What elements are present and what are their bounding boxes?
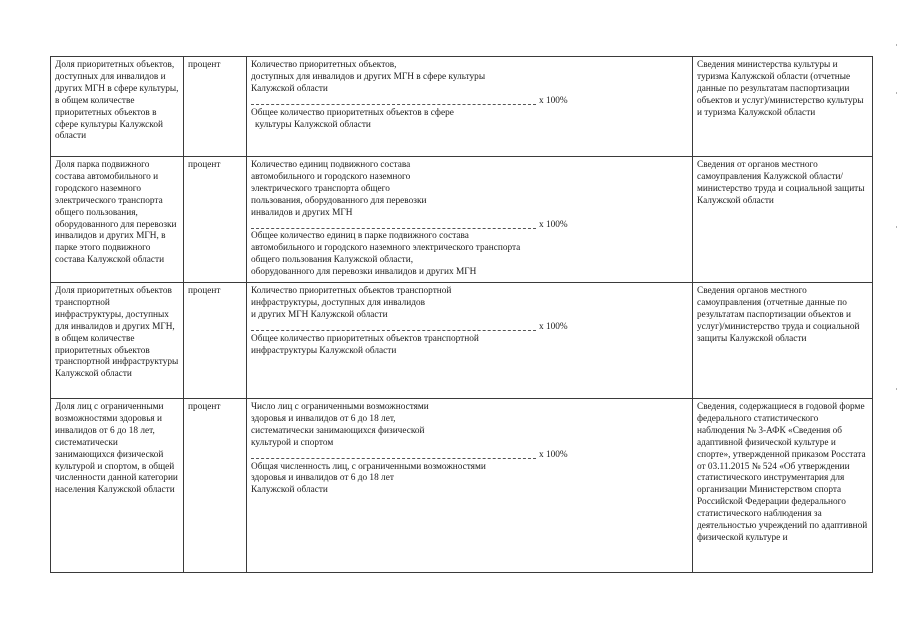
- fraction-divider: [251, 322, 688, 334]
- denominator-line: Общее количество приоритетных объектов в сфере: [251, 107, 454, 118]
- numerator-line: систематически занимающихся физической: [251, 425, 425, 436]
- numerator-line: и других МГН Калужской области: [251, 309, 388, 320]
- numerator-line: Количество единиц подвижного состава: [251, 160, 411, 170]
- source-cell: [693, 57, 873, 157]
- dashed-rule: [251, 452, 536, 459]
- denominator-line: инфраструктуры Калужской области: [251, 345, 397, 356]
- denominator-line: Общая численность лиц, с ограниченными возможностями: [251, 461, 486, 472]
- data-source: Сведения министерства культуры и туризма Калужской области (отчетные данные по результатам паспортизации объектов и услуг)/министерство культуры и туризма Калужской области: [697, 60, 864, 118]
- numerator-line: здоровья и инвалидов от 6 до 18 лет,: [251, 413, 396, 424]
- denominator-line: оборудованного для перевозки инвалидов и других МГН: [251, 267, 477, 278]
- table-row: [51, 283, 873, 399]
- dashed-rule: [251, 324, 536, 331]
- unit-label: процент: [188, 402, 221, 412]
- multiplier: x 100%: [539, 219, 568, 230]
- dashed-rule: [251, 222, 536, 229]
- indicator-name-cell: [51, 283, 184, 399]
- denominator-line: культуры Калужской области: [255, 119, 371, 130]
- numerator-line: пользования, оборудованного для перевозки: [251, 195, 427, 206]
- scan-mark: [896, 92, 897, 94]
- scan-mark: [896, 44, 897, 46]
- denominator-line: здоровья и инвалидов от 6 до 18 лет: [251, 473, 394, 484]
- fraction-divider: [251, 220, 688, 232]
- unit-cell: [184, 399, 247, 573]
- formula-cell: [247, 157, 693, 283]
- source-cell: [693, 283, 873, 399]
- unit-cell: [184, 57, 247, 157]
- numerator-line: инвалидов и других МГН: [251, 207, 353, 218]
- denominator-line: общего пользования Калужской области,: [251, 255, 414, 266]
- scan-mark: [896, 226, 897, 228]
- source-cell: [693, 399, 873, 573]
- fraction-divider: [251, 96, 688, 108]
- data-source: Сведения от органов местного самоуправления Калужской области/министерство труда и социальной защиты Калужской области: [697, 160, 865, 206]
- multiplier: x 100%: [539, 449, 568, 460]
- dashed-rule: [251, 98, 536, 105]
- numerator-line: Количество приоритетных объектов транспортной: [251, 286, 452, 296]
- numerator-line: Число лиц с ограниченными возможностями: [251, 402, 429, 412]
- indicator-name-cell: [51, 57, 184, 157]
- numerator-line: автомобильного и городского наземного: [251, 171, 411, 182]
- numerator-line: Количество приоритетных объектов,: [251, 60, 397, 70]
- unit-label: процент: [188, 160, 221, 170]
- formula-cell: [247, 57, 693, 157]
- data-source: Сведения органов местного самоуправления (отчетные данные по результатам паспортизации объектов и услуг)/министерство труда и социальной защиты Калужской области: [697, 286, 860, 344]
- unit-label: процент: [188, 286, 221, 296]
- denominator-line: автомобильного и городского наземного электрического транспорта: [251, 243, 521, 254]
- indicator-name: Доля лиц с ограниченными возможностями здоровья и инвалидов от 6 до 18 лет, систематически занимающихся физической культурой и спортом, в общей численности данной категории населения Калужской области: [55, 402, 178, 496]
- table-row: [51, 57, 873, 157]
- numerator-line: электрического транспорта общего: [251, 183, 390, 194]
- denominator-line: Общее количество приоритетных объектов транспортной: [251, 333, 479, 344]
- numerator-line: инфраструктуры, доступных для инвалидов: [251, 297, 426, 308]
- data-source: Сведения, содержащиеся в годовой форме федерального статистического наблюдения № 3-АФК «Сведения об адаптивной физической культуре и спорте», утвержденной приказом Росстата от 03.11.2015 № 524 «Об утверждении статистического инструментария для организации Министерством спорта Российской Федерации федерального статистического наблюдения за деятельностью учреждений по адаптивной физической культуре и: [697, 402, 868, 543]
- multiplier: x 100%: [539, 95, 568, 106]
- unit-cell: [184, 283, 247, 399]
- fraction-divider: [251, 450, 688, 462]
- formula-cell: [247, 283, 693, 399]
- indicator-name: Доля приоритетных объектов, доступных для инвалидов и других МГН в сфере культуры, в общем количестве приоритетных объектов в сфере культуры Калужской области: [55, 60, 179, 142]
- multiplier: x 100%: [539, 321, 568, 332]
- indicator-name-cell: [51, 157, 184, 283]
- table-row: [51, 157, 873, 283]
- numerator-line: доступных для инвалидов и других МГН в сфере культуры: [251, 71, 486, 82]
- scan-mark: [896, 388, 897, 390]
- unit-cell: [184, 157, 247, 283]
- indicator-name-cell: [51, 399, 184, 573]
- source-cell: [693, 157, 873, 283]
- indicator-name: Доля приоритетных объектов транспортной инфраструктуры, доступных для инвалидов и других МГН, в общем количестве приоритетных объектов транспортной инфраструктуры Калужской области: [55, 286, 179, 380]
- numerator-line: культурой и спортом: [251, 437, 334, 448]
- denominator-line: Калужской области: [251, 485, 328, 496]
- indicator-name: Доля парка подвижного состава автомобильного и городского наземного электрического транспорта общего пользования, оборудованного для перевозки инвалидов и других МГН, в парке этого подвижного состава Калужской области: [55, 160, 177, 266]
- unit-label: процент: [188, 60, 221, 70]
- indicators-table: [50, 56, 873, 573]
- denominator-line: Общее количество единиц в парке подвижного состава: [251, 231, 469, 242]
- numerator-line: Калужской области: [251, 83, 328, 94]
- formula-cell: [247, 399, 693, 573]
- table-row: [51, 399, 873, 573]
